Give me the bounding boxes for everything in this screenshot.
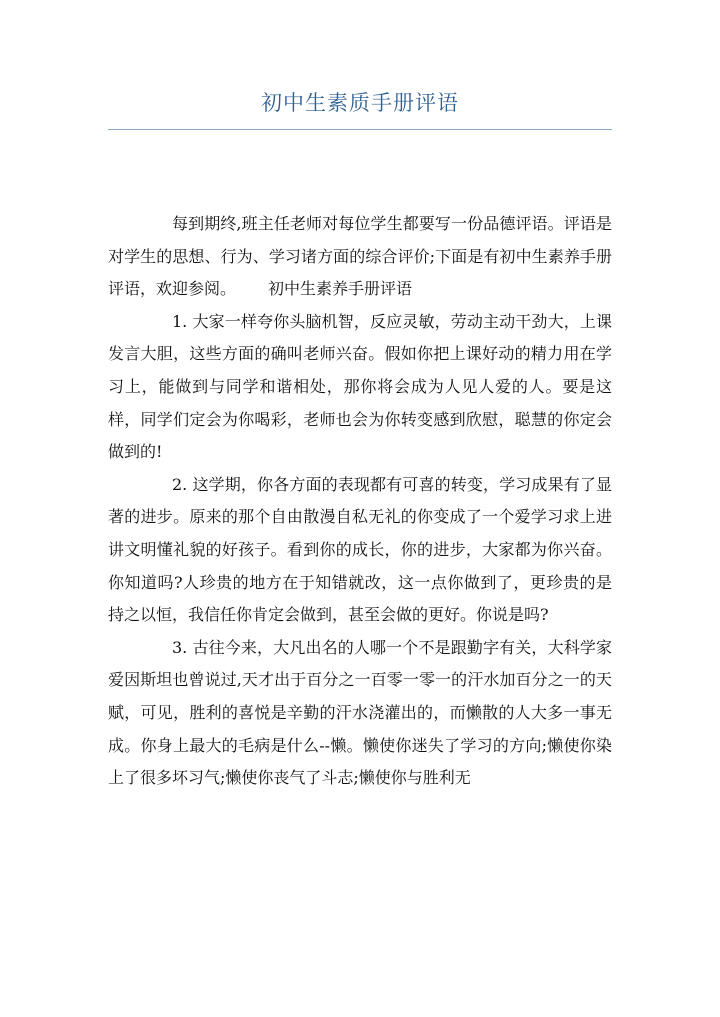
comment-paragraph-3: 3. 古往今来，大凡出名的人哪一个不是跟勤字有关，大科学家爱因斯坦也曾说过,天才出于百分之一百零一零一的汗水加百分之一的天赋，可见，胜利的喜悦是辛勤的汗水浇灌出的，而懒散的人大多一事无成。你身上最大的毛病是什么--懒。懒使你迷失了学习的方向;懒使你染上了很多坏习气;懒使你丧气了斗志;懒使你与胜利无 <box>108 637 612 788</box>
page-title: 初中生素质手册评语 <box>261 91 459 115</box>
document-body <box>108 208 612 795</box>
title-divider <box>108 129 612 130</box>
intro-paragraph <box>108 208 612 306</box>
intro-text: 每到期终,班主任老师对每位学生都要写一份品德评语。评语是对学生的思想、行为、学习诸方面的综合评价;下面是有初中生素养手册评语，欢迎参阅。 <box>108 214 612 299</box>
comment-paragraph-2: 2. 这学期，你各方面的表现都有可喜的转变，学习成果有了显著的进步。原来的那个自由散漫自私无礼的你变成了一个爱学习求上进讲文明懂礼貌的好孩子。看到你的成长，你的进步，大家都为你兴奋。你知道吗?人珍贵的地方在于知错就改，这一点你做到了，更珍贵的是持之以恒，我信任你肯定会做到，甚至会做的更好。你说是吗? <box>108 474 612 625</box>
intro-heading: 初中生素养手册评语 <box>268 279 413 299</box>
comment-paragraph-1: 1. 大家一样夸你头脑机智，反应灵敏，劳动主动干劲大，上课发言大胆，这些方面的确叫老师兴奋。假如你把上课好动的精力用在学习上，能做到与同学和谐相处，那你将会成为人见人爱的人。要是这样，同学们定会为你喝彩，老师也会为你转变感到欣慰，聪慧的你定会做到的! <box>108 311 612 462</box>
